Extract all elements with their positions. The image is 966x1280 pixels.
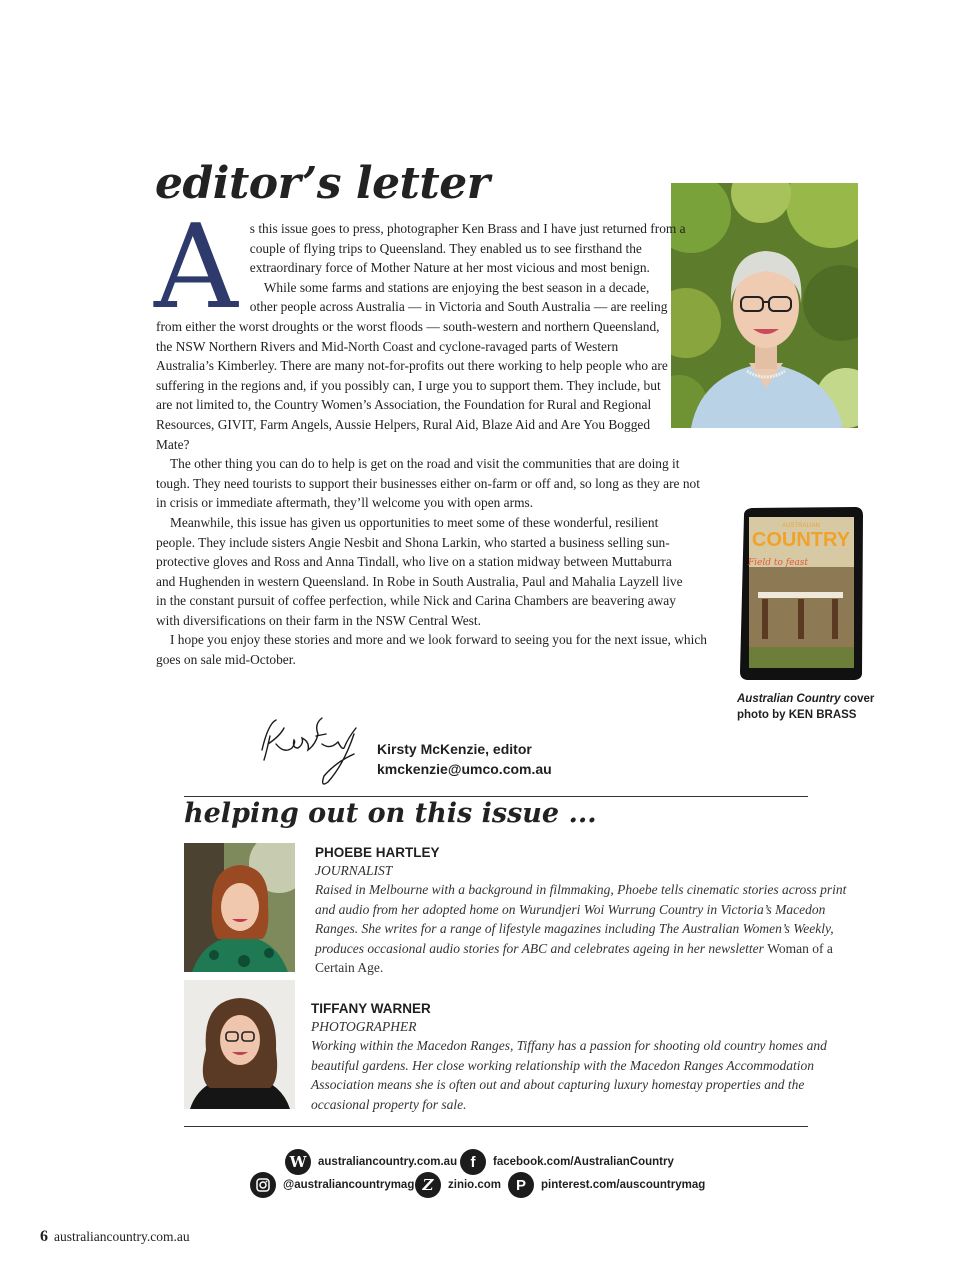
cover-masthead: COUNTRY	[751, 529, 851, 551]
divider	[184, 1126, 808, 1127]
cover-caption	[737, 691, 887, 723]
contributor-role: PHOTOGRAPHER	[311, 1019, 417, 1034]
editor-email[interactable]: kmckenzie@umco.com.au	[377, 761, 552, 777]
newsletter-title: Woman of a Certain Age.	[315, 940, 833, 975]
contributor-name: TIFFANY WARNER	[311, 1001, 431, 1016]
magazine-cover-tablet	[738, 507, 864, 681]
editor-signoff	[377, 739, 552, 779]
letter-paragraph: The other thing you can do to help is get on the road and visit the communities that are doing it tough. They need tourists to support their businesses either on-farm or off and, so long as they are not in crisis or immediate aftermath, they’ll welcome you with open arms.	[156, 456, 700, 511]
letter-body	[154, 200, 708, 670]
contributor-portrait-image	[184, 980, 295, 1109]
footer-site[interactable]: australiancountry.com.au	[54, 1229, 190, 1244]
social-link-zinio[interactable]	[415, 1172, 501, 1198]
pinterest-icon: P	[508, 1172, 534, 1198]
contributor-bio-text: Raised in Melbourne with a background in filmmaking, Phoebe tells cinematic stories across print and audio from her adopted home on Wurundjeri Woi Wurrung Country in Victoria’s Macedon Ranges. She writes for a range of lifestyle magazines including The Australian Women’s Weekly, produces occasional audio stories for ABC and celebrates ageing in her newsletter	[315, 882, 847, 956]
drop-cap: A	[154, 200, 238, 335]
page-title: editor’s letter	[155, 158, 490, 209]
divider	[184, 796, 808, 797]
facebook-link[interactable]: facebook.com/AustralianCountry	[493, 1156, 674, 1168]
section-heading: helping out on this issue ...	[184, 798, 597, 829]
contributor-photo	[184, 980, 295, 1109]
letter-paragraph: While some farms and stations are enjoying the best season in a decade, other people across Australia — in Victoria and South Australia — are reeling from either the worst droughts or the worst floods — south-western and northern Queensland, the NSW Northern Rivers and Mid-North Coast and cyclone-ravaged parts of Western Australia’s Kimberley. There are many not-for-profits out there working to help people who are suffering in the regions and, if you possibly can, I urge you to support them. They include, but are not limited to, the Country Women’s Association, the Foundation for Rural and Regional Resources, GIVIT, Farm Angels, Aussie Helpers, Rural Aid, Blaze Aid and Are You Bogged Mate?	[156, 279, 668, 452]
contributor-bio-text: Working within the Macedon Ranges, Tiffany has a passion for shooting old country homes and beautiful gardens. Her close working relationship with the Macedon Ranges Accommodation Association means she is often out and about capturing luxury homestay properties and the occasional property for sale.	[311, 1038, 827, 1112]
page-number: 6	[40, 1228, 48, 1245]
instagram-icon	[250, 1172, 276, 1198]
editor-name: Kirsty McKenzie, editor	[377, 741, 532, 757]
social-link-pinterest[interactable]	[508, 1172, 705, 1198]
contributor-card	[311, 1001, 841, 1114]
letter-paragraph: s this issue goes to press, photographer Ken Brass and I have just returned from a couple of flying trips to Queensland. They enabled us to see firsthand the extraordinary force of Mother Nature at her most vicious and most benign.	[249, 221, 686, 276]
cover-line: Field to feast	[747, 558, 809, 568]
cover-caption-credit: cover photo by KEN BRASS	[737, 693, 875, 721]
website-link[interactable]: australiancountry.com.au	[318, 1156, 458, 1168]
contributor-photo	[184, 843, 295, 972]
website-icon: W	[285, 1149, 311, 1175]
letter-paragraph: I hope you enjoy these stories and more and we look forward to seeing you for the next issue, which goes on sale mid-October.	[156, 632, 707, 668]
zinio-link[interactable]: zinio.com	[448, 1179, 502, 1191]
letter-paragraph: Meanwhile, this issue has given us opportunities to meet some of these wonderful, resilient people. They include sisters Angie Nesbit and Shona Larkin, who started a business selling sun-protective gloves and Ross and Anna Tindall, who live on a station midway between Muttaburra and Hughenden in western Queensland. In Robe in South Australia, Paul and Mahalia Layzell live in the constant pursuit of coffee perfection, while Nick and Carina Chambers are beavering away with diversifications on their farm in the NSW Central West.	[156, 514, 683, 628]
instagram-link[interactable]: @australiancountrymag	[283, 1179, 415, 1191]
cover-caption-title: Australian Country	[737, 693, 841, 705]
contributor-portrait-image	[184, 843, 295, 972]
signature-image	[258, 714, 364, 788]
facebook-icon: f	[460, 1149, 486, 1175]
contributor-name: PHOEBE HARTLEY	[315, 845, 440, 860]
contributor-bio	[311, 1036, 841, 1114]
pinterest-link[interactable]: pinterest.com/auscountrymag	[541, 1179, 706, 1191]
contributor-role: JOURNALIST	[315, 863, 393, 878]
zinio-icon: Z	[415, 1172, 441, 1198]
editor-signature	[258, 714, 364, 788]
cover-masthead-small: AUSTRALIAN	[782, 523, 820, 529]
tablet-image	[738, 507, 864, 681]
contributor-card	[315, 845, 860, 978]
page-footer	[40, 1228, 190, 1246]
social-link-instagram[interactable]	[250, 1172, 414, 1198]
contributor-bio	[315, 880, 860, 978]
